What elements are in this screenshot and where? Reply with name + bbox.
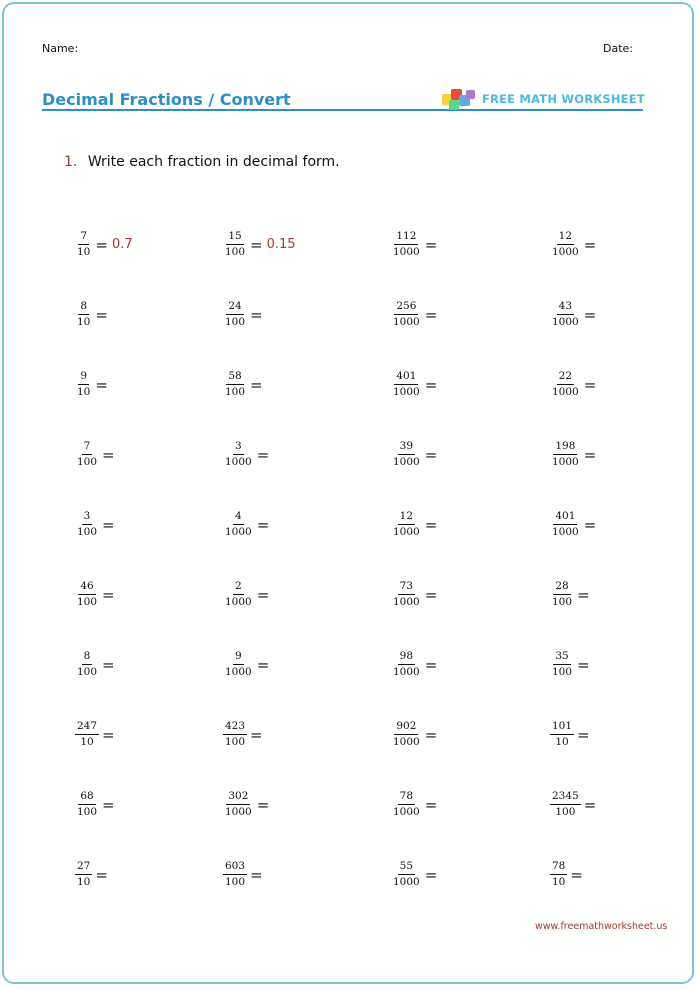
- fraction-numerator: 55: [398, 860, 415, 875]
- name-label: Name:: [42, 42, 79, 55]
- problem-item: [223, 510, 273, 539]
- problem-item: [391, 720, 441, 749]
- fraction: [391, 230, 422, 259]
- problem-item: [223, 300, 267, 329]
- fraction: [223, 440, 254, 469]
- equals-sign: =: [424, 515, 438, 534]
- fraction: [75, 370, 92, 399]
- fraction-numerator: 112: [394, 230, 418, 245]
- fraction-denominator: 1000: [225, 456, 252, 469]
- problem-item: [75, 860, 112, 889]
- fraction-numerator: 9: [78, 370, 89, 385]
- fraction-denominator: 10: [77, 246, 91, 259]
- fraction-numerator: 401: [394, 370, 418, 385]
- fraction-numerator: 7: [78, 230, 89, 245]
- fraction-numerator: 98: [398, 650, 415, 665]
- fraction-denominator: 100: [552, 596, 573, 609]
- fraction-numerator: 12: [398, 510, 415, 525]
- equals-sign: =: [95, 305, 108, 324]
- fraction-denominator: 100: [225, 386, 246, 399]
- fraction-numerator: 46: [78, 580, 95, 595]
- fraction-numerator: 302: [226, 790, 250, 805]
- equals-sign: =: [250, 375, 263, 394]
- equals-sign: =: [250, 725, 263, 744]
- fraction: [223, 580, 254, 609]
- fraction: [391, 580, 422, 609]
- fraction-denominator: 100: [225, 736, 246, 749]
- fraction: [550, 580, 574, 609]
- equals-sign: =: [102, 445, 115, 464]
- fraction-denominator: 1000: [393, 246, 420, 259]
- fraction: [223, 860, 247, 889]
- fraction-numerator: 247: [75, 720, 99, 735]
- equals-sign: =: [256, 585, 270, 604]
- fraction-numerator: 68: [78, 790, 95, 805]
- equals-sign: =: [583, 235, 597, 254]
- fraction-denominator: 1000: [225, 806, 252, 819]
- equals-sign: =: [583, 795, 597, 814]
- fraction: [391, 650, 422, 679]
- equals-sign: =: [424, 795, 438, 814]
- equals-sign: =: [570, 865, 583, 884]
- fraction-denominator: 10: [555, 736, 569, 749]
- fraction-numerator: 35: [553, 650, 570, 665]
- fraction-numerator: 3: [82, 510, 93, 525]
- equals-sign: =: [583, 445, 597, 464]
- problem-item: [223, 230, 296, 259]
- problem-item: [223, 440, 273, 469]
- date-label: Date:: [603, 42, 633, 55]
- problem-item: [550, 720, 594, 749]
- fraction: [75, 790, 99, 819]
- equals-sign: =: [424, 235, 438, 254]
- problem-item: [223, 370, 267, 399]
- equals-sign: =: [577, 585, 590, 604]
- fraction-numerator: 902: [394, 720, 418, 735]
- fraction-denominator: 100: [225, 246, 246, 259]
- problem-item: [223, 580, 273, 609]
- problem-item: [75, 230, 133, 259]
- answer-text: 0.15: [266, 237, 296, 253]
- fraction: [223, 300, 247, 329]
- fraction-numerator: 12: [557, 230, 574, 245]
- equals-sign: =: [424, 655, 438, 674]
- fraction-numerator: 101: [550, 720, 574, 735]
- fraction-denominator: 1000: [225, 596, 252, 609]
- equals-sign: =: [95, 375, 108, 394]
- answer-text: 0.7: [111, 237, 133, 253]
- instruction-number: 1.: [64, 154, 78, 170]
- fraction-denominator: 1000: [393, 596, 420, 609]
- equals-sign: =: [256, 795, 270, 814]
- fraction: [550, 230, 581, 259]
- fraction-numerator: 24: [226, 300, 243, 315]
- equals-sign: =: [424, 305, 438, 324]
- problem-item: [391, 300, 441, 329]
- fraction-numerator: 22: [557, 370, 574, 385]
- fraction-numerator: 198: [553, 440, 577, 455]
- fraction: [550, 510, 581, 539]
- fraction-denominator: 1000: [552, 386, 579, 399]
- fraction-denominator: 1000: [552, 316, 579, 329]
- problem-item: [391, 510, 441, 539]
- problem-item: [550, 300, 600, 329]
- fraction: [75, 720, 99, 749]
- fraction-denominator: 1000: [552, 456, 579, 469]
- problem-item: [550, 650, 594, 679]
- equals-sign: =: [102, 585, 115, 604]
- fraction: [550, 370, 581, 399]
- equals-sign: =: [424, 375, 438, 394]
- fraction-numerator: 7: [82, 440, 93, 455]
- problem-item: [550, 230, 600, 259]
- problem-item: [550, 860, 587, 889]
- equals-sign: =: [95, 235, 108, 254]
- fraction-numerator: 8: [82, 650, 93, 665]
- fraction-denominator: 1000: [393, 736, 420, 749]
- fraction-denominator: 10: [552, 876, 566, 889]
- equals-sign: =: [250, 305, 263, 324]
- fraction-denominator: 1000: [393, 316, 420, 329]
- problem-item: [550, 790, 600, 819]
- fraction-denominator: 1000: [225, 666, 252, 679]
- equals-sign: =: [424, 585, 438, 604]
- fraction-denominator: 1000: [393, 386, 420, 399]
- fraction-numerator: 2345: [550, 790, 581, 805]
- fraction: [550, 440, 581, 469]
- fraction-denominator: 100: [552, 666, 573, 679]
- worksheet-title: Decimal Fractions / Convert: [42, 90, 291, 109]
- fraction-denominator: 1000: [393, 876, 420, 889]
- fraction-numerator: 39: [398, 440, 415, 455]
- problem-item: [75, 300, 112, 329]
- fraction-denominator: 100: [77, 596, 98, 609]
- fraction: [550, 790, 581, 819]
- fraction-denominator: 100: [225, 876, 246, 889]
- equals-sign: =: [256, 515, 270, 534]
- fraction-numerator: 9: [233, 650, 244, 665]
- fraction: [391, 440, 422, 469]
- problem-item: [550, 440, 600, 469]
- footer-url: www.freemathworksheet.us: [535, 921, 668, 932]
- problem-item: [391, 440, 441, 469]
- fraction-denominator: 1000: [552, 246, 579, 259]
- fraction: [550, 860, 567, 889]
- fraction-denominator: 10: [77, 876, 91, 889]
- fraction: [75, 230, 92, 259]
- fraction-numerator: 28: [553, 580, 570, 595]
- fraction: [223, 230, 247, 259]
- fraction: [391, 860, 422, 889]
- problem-item: [550, 510, 600, 539]
- equals-sign: =: [102, 725, 115, 744]
- problem-item: [223, 720, 267, 749]
- fraction: [223, 510, 254, 539]
- fraction-numerator: 43: [557, 300, 574, 315]
- fraction-denominator: 1000: [225, 526, 252, 539]
- fraction-numerator: 256: [394, 300, 418, 315]
- problem-item: [75, 580, 119, 609]
- problem-item: [75, 370, 112, 399]
- fraction-denominator: 1000: [393, 526, 420, 539]
- problem-item: [391, 650, 441, 679]
- problem-item: [75, 720, 119, 749]
- fraction: [550, 720, 574, 749]
- problem-item: [223, 790, 273, 819]
- fraction: [391, 790, 422, 819]
- problem-item: [391, 230, 441, 259]
- fraction: [391, 720, 422, 749]
- fraction: [75, 580, 99, 609]
- fraction-denominator: 100: [77, 456, 98, 469]
- equals-sign: =: [577, 725, 590, 744]
- problem-item: [391, 790, 441, 819]
- equals-sign: =: [95, 865, 108, 884]
- fraction-numerator: 73: [398, 580, 415, 595]
- problem-item: [75, 650, 119, 679]
- fraction-numerator: 603: [223, 860, 247, 875]
- fraction-numerator: 423: [223, 720, 247, 735]
- equals-sign: =: [424, 865, 438, 884]
- instruction: [64, 154, 340, 170]
- fraction: [550, 300, 581, 329]
- problem-item: [391, 860, 441, 889]
- equals-sign: =: [424, 725, 438, 744]
- equals-sign: =: [256, 655, 270, 674]
- fraction-numerator: 401: [553, 510, 577, 525]
- fraction: [391, 300, 422, 329]
- logo-text: FREE MATH WORKSHEET: [482, 92, 645, 106]
- fraction-denominator: 1000: [393, 666, 420, 679]
- equals-sign: =: [250, 235, 263, 254]
- equals-sign: =: [102, 655, 115, 674]
- equals-sign: =: [577, 655, 590, 674]
- problem-item: [223, 650, 273, 679]
- problem-item: [223, 860, 267, 889]
- fraction: [75, 510, 99, 539]
- fraction: [391, 370, 422, 399]
- fraction-denominator: 10: [80, 736, 94, 749]
- problem-item: [550, 580, 594, 609]
- equals-sign: =: [583, 375, 597, 394]
- problem-item: [75, 510, 119, 539]
- fraction-denominator: 1000: [393, 456, 420, 469]
- page-border: [2, 2, 694, 984]
- fraction-numerator: 4: [233, 510, 244, 525]
- fraction-denominator: 100: [77, 806, 98, 819]
- fraction: [75, 860, 92, 889]
- fraction-numerator: 3: [233, 440, 244, 455]
- equals-sign: =: [424, 445, 438, 464]
- fraction: [75, 300, 92, 329]
- equals-sign: =: [102, 515, 115, 534]
- problem-item: [75, 790, 119, 819]
- fraction-denominator: 10: [77, 316, 91, 329]
- fraction-denominator: 1000: [393, 806, 420, 819]
- problem-item: [391, 370, 441, 399]
- problem-item: [550, 370, 600, 399]
- fraction-denominator: 1000: [552, 526, 579, 539]
- problem-item: [75, 440, 119, 469]
- fraction-denominator: 10: [77, 386, 91, 399]
- fraction-denominator: 100: [555, 806, 576, 819]
- fraction: [550, 650, 574, 679]
- fraction-numerator: 58: [226, 370, 243, 385]
- fraction-numerator: 2: [233, 580, 244, 595]
- fraction-numerator: 78: [550, 860, 567, 875]
- fraction-numerator: 8: [78, 300, 89, 315]
- fraction: [75, 650, 99, 679]
- fraction-numerator: 78: [398, 790, 415, 805]
- fraction: [223, 650, 254, 679]
- equals-sign: =: [250, 865, 263, 884]
- blocks-icon: [440, 86, 480, 112]
- fraction-numerator: 27: [75, 860, 92, 875]
- equals-sign: =: [583, 515, 597, 534]
- equals-sign: =: [583, 305, 597, 324]
- fraction: [223, 790, 254, 819]
- fraction: [223, 370, 247, 399]
- fraction-denominator: 100: [77, 666, 98, 679]
- equals-sign: =: [256, 445, 270, 464]
- equals-sign: =: [102, 795, 115, 814]
- fraction: [391, 510, 422, 539]
- fraction: [75, 440, 99, 469]
- instruction-text: Write each fraction in decimal form.: [87, 154, 340, 170]
- fraction-denominator: 100: [77, 526, 98, 539]
- problem-item: [391, 580, 441, 609]
- fraction-denominator: 100: [225, 316, 246, 329]
- fraction: [223, 720, 247, 749]
- logo: [440, 86, 650, 112]
- fraction-numerator: 15: [226, 230, 243, 245]
